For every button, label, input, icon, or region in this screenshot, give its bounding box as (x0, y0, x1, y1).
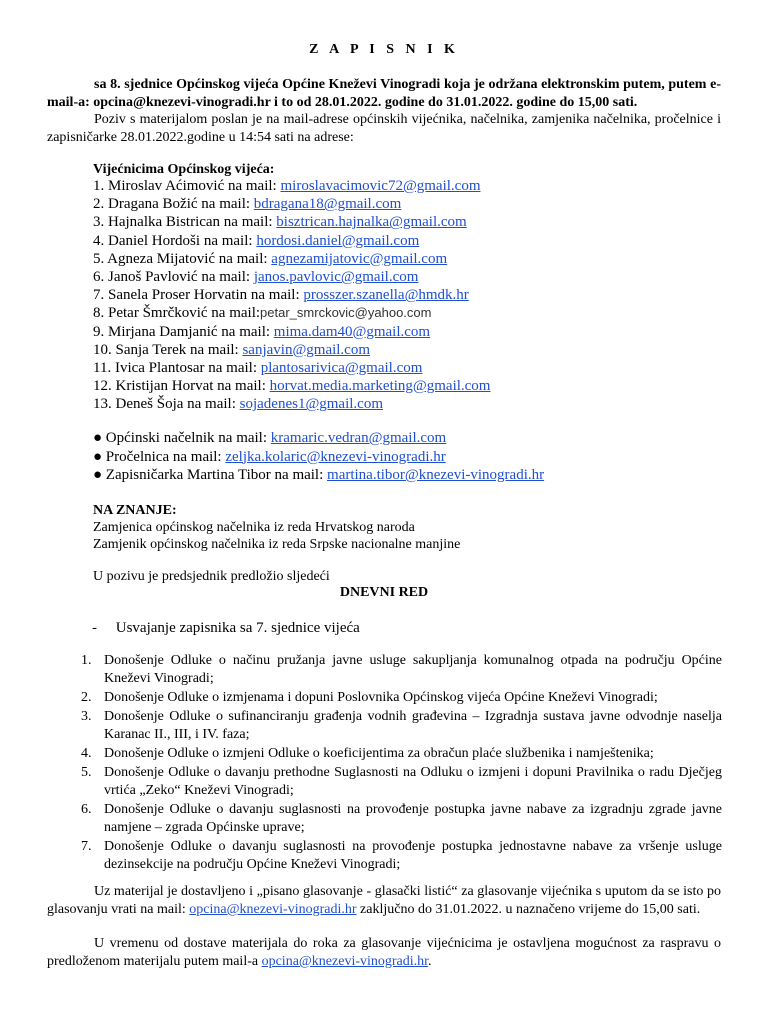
email-link[interactable]: miroslavacimovic72@gmail.com (280, 178, 481, 194)
council-list (93, 177, 490, 414)
email-link[interactable]: kramaric.vedran@gmail.com (270, 430, 447, 446)
official-item: ● Općinski načelnik na mail: kramaric.vedran@gmail.com (93, 430, 447, 446)
council-member: 6. Janoš Pavlović na mail: janos.pavlovic@gmail.com (93, 269, 419, 286)
agenda-dash-item: - Usvajanje zapisnika sa 7. sjednice vijeća (92, 620, 360, 636)
agenda-item: 5. Donošenje Odluke o davanju prethodne Suglasnosti na Odluku o izmjeni i dopuni Pravilnika o radu Dječjeg vrtića „Zeko“ Kneževi Vinogradi; (81, 765, 722, 798)
document-title: Z A P I S N I K (309, 42, 459, 57)
agenda-item: 6. Donošenje Odluke o davanju suglasnosti na provođenje postupka javne nabave za izgradnju zgrade javne namjene – zgrada Općinske uprave; (81, 802, 722, 835)
council-heading: Vijećnicima Općinskog vijeća: (93, 162, 275, 177)
official-item: ● Pročelnica na mail: zeljka.kolaric@knezevi-vinogradi.hr (93, 448, 446, 465)
council-member: 7. Sanela Proser Horvatin na mail: prosszer.szanella@hmdk.hr (93, 287, 469, 304)
email-link[interactable]: martina.tibor@knezevi-vinogradi.hr (327, 467, 545, 483)
notice-heading: NA ZNANJE: (93, 503, 177, 518)
council-member: 9. Mirjana Damjanić na mail: mima.dam40@gmail.com (93, 323, 431, 340)
agenda-item: 1. Donošenje Odluke o načinu pružanja javne usluge sakupljanja komunalnog otpada na području Općine Kneževi Vinogradi; (81, 653, 722, 686)
email-link[interactable]: horvat.media.marketing@gmail.com (269, 378, 491, 395)
notice-line: Zamjenik općinskog načelnika iz reda Srpske nacionalne manjine (93, 537, 461, 552)
closing-paragraph: U vremenu od dostave materijala do roka za glasovanje vijećnicima je ostavljena mogućnost za raspravu o predloženom materijalu putem mail-a opcina@knezevi-vinogradi.hr. (47, 936, 721, 969)
email-link[interactable]: opcina@knezevi-vinogradi.hr (261, 954, 429, 969)
council-member: 4. Daniel Hordoši na mail: hordosi.daniel@gmail.com (93, 232, 420, 249)
material-paragraph: Uz materijal je dostavljeno i „pisano glasovanje - glasački listić“ za glasovanje vijećnika s uputom da se isto po glasovanju vrati na mail: opcina@knezevi-vinogradi.hr zaključno do 31.01.2022. u naznačeno vrijeme do 15,00 sati. (47, 884, 721, 917)
official-item: ● Zapisničarka Martina Tibor na mail: martina.tibor@knezevi-vinogradi.hr (93, 467, 545, 483)
council-member: 8. Petar Šmrčković na mail:petar_smrckovic@yahoo.com (93, 305, 432, 322)
email-link[interactable]: prosszer.szanella@hmdk.hr (303, 287, 469, 304)
agenda-list (74, 652, 722, 875)
notice-line: Zamjenica općinskog načelnika iz reda Hrvatskog naroda (93, 520, 415, 535)
council-member: 2. Dragana Božić na mail: bdragana18@gmail.com (93, 196, 402, 213)
council-member: 1. Miroslav Aćimović na mail: miroslavacimovic72@gmail.com (93, 178, 481, 194)
email-link[interactable]: janos.pavlovic@gmail.com (253, 269, 419, 286)
officials-list (93, 429, 544, 485)
intro-bold-paragraph: sa 8. sjednice Općinskog vijeća Općine Kneževi Vinogradi koja je održana elektronskim putem, putem e-mail-a: opcina@knezevi-vinogradi.hr i to od 28.01.2022. godine do 31.01.2022. godine do 15,00 sati. (47, 77, 721, 110)
council-member: 11. Ivica Plantosar na mail: plantosarivica@gmail.com (93, 360, 423, 377)
email-link[interactable]: plantosarivica@gmail.com (260, 360, 423, 377)
email-link[interactable]: bisztrican.hajnalka@gmail.com (276, 214, 467, 231)
proposal-text: U pozivu je predsjednik predložio sljedeći (93, 569, 330, 584)
email-text: petar_smrckovic@yahoo.com (260, 305, 432, 321)
intro-paragraph: Poziv s materijalom poslan je na mail-adrese općinskih vijećnika, načelnika, zamjenika načelnika, pročelnice i zapisničarke 28.01.2022.godine u 14:54 sati na adrese: (47, 112, 721, 145)
email-link[interactable]: mima.dam40@gmail.com (273, 323, 431, 340)
council-member: 13. Deneš Šoja na mail: sojadenes1@gmail.com (93, 396, 384, 413)
council-member: 3. Hajnalka Bistrican na mail: bisztrican.hajnalka@gmail.com (93, 214, 467, 231)
council-member: 5. Agneza Mijatović na mail: agnezamijatovic@gmail.com (93, 250, 448, 267)
email-link[interactable]: zeljka.kolaric@knezevi-vinogradi.hr (225, 448, 446, 465)
notice-lines (93, 519, 460, 553)
council-member: 12. Kristijan Horvat na mail: horvat.media.marketing@gmail.com (93, 378, 491, 395)
email-link[interactable]: agnezamijatovic@gmail.com (271, 250, 448, 267)
council-member: 10. Sanja Terek na mail: sanjavin@gmail.com (93, 341, 371, 358)
email-link[interactable]: opcina@knezevi-vinogradi.hr (189, 902, 357, 917)
agenda-item: 2. Donošenje Odluke o izmjenama i dopuni Poslovnika Općinskog vijeća Općine Kneževi Vinogradi; (81, 690, 658, 705)
email-link[interactable]: sanjavin@gmail.com (242, 341, 371, 358)
email-link[interactable]: bdragana18@gmail.com (253, 196, 402, 213)
agenda-item: 3. Donošenje Odluke o sufinanciranju građenja vodnih građevina – Izgradnja sustava javne odvodnje naselja Karanac II., III, i IV. faza; (81, 709, 722, 742)
agenda-item: 7. Donošenje Odluke o davanju suglasnosti na provođenje postupka jednostavne nabave za vršenje usluge dezinsekcije na području Općine Kneževi Vinogradi; (81, 839, 722, 872)
email-link[interactable]: sojadenes1@gmail.com (239, 396, 384, 413)
agenda-item: 4. Donošenje Odluke o izmjeni Odluke o koeficijentima za obračun plaće službenika i namještenika; (81, 746, 654, 761)
agenda-heading: DNEVNI RED (339, 585, 429, 600)
email-link[interactable]: hordosi.daniel@gmail.com (256, 232, 420, 249)
